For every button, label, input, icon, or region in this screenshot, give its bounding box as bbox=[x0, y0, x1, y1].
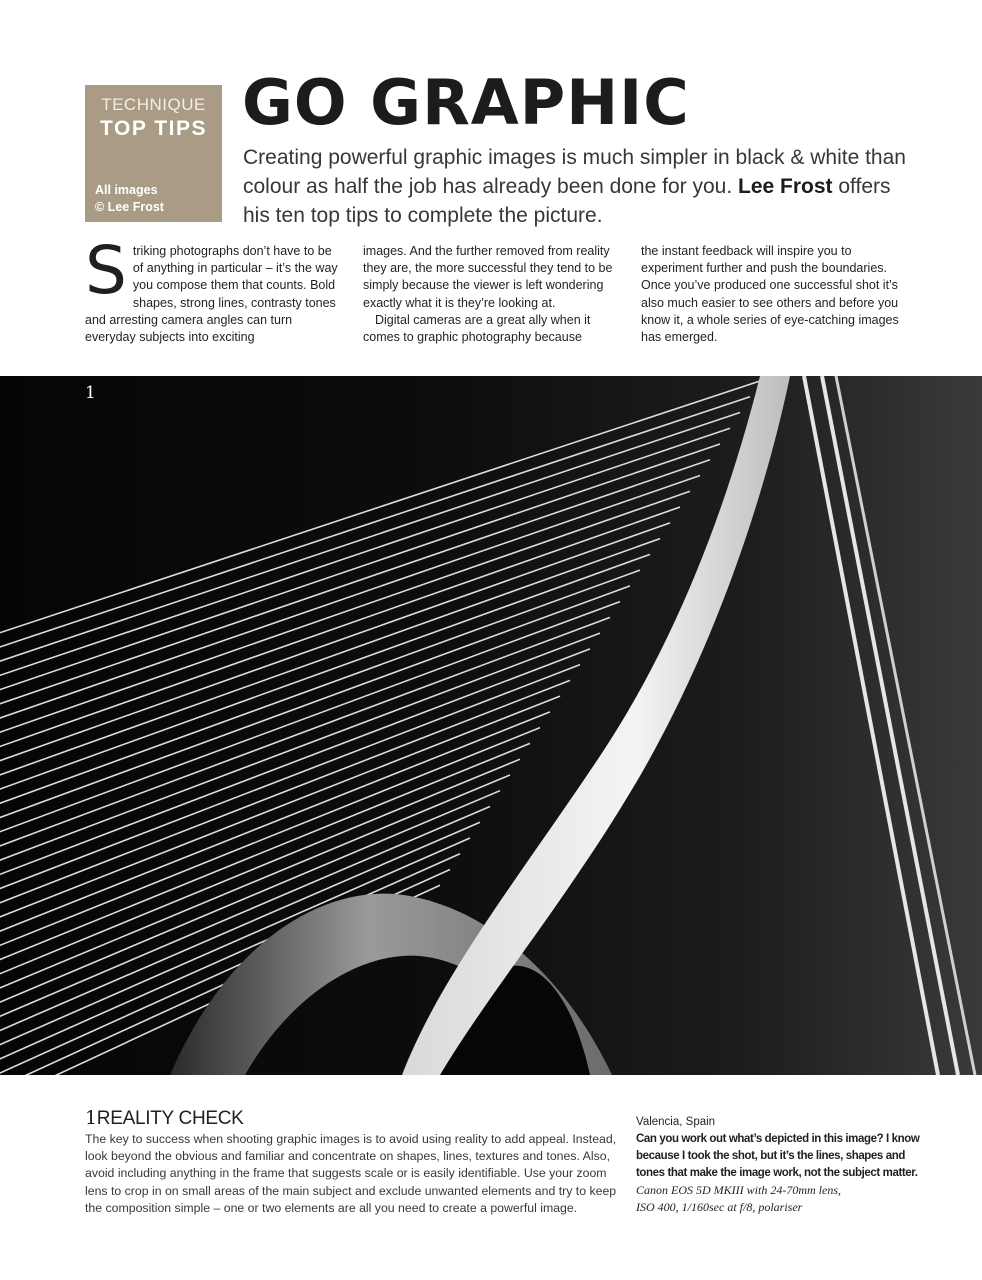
bridge-cable bbox=[0, 523, 670, 764]
page-title: GO GRAPHIC bbox=[242, 66, 690, 139]
section-number: 1 bbox=[85, 1107, 97, 1129]
caption-tech-line1: Canon EOS 5D MKIII with 24-70mm lens, bbox=[636, 1183, 841, 1197]
bridge-cable bbox=[0, 570, 640, 807]
standfirst-after: offers his ten top tips to complete the picture. bbox=[243, 175, 891, 227]
caption-text: Can you work out what’s depicted in this image? I know because I took the shot, but it’s the lines, shapes and tones that make the image work, not the subject matter. bbox=[636, 1133, 920, 1179]
photo-number: 1 bbox=[85, 383, 96, 403]
intro-column-3-text: the instant feedback will inspire you to experiment further and push the boundaries. Once you’ve produced one successful shot it’s also much easier to see others and before you know it, a whole series of eye-catching images has emerged. bbox=[641, 244, 899, 345]
intro-text bbox=[85, 232, 900, 346]
intro-column-1 bbox=[85, 232, 343, 346]
section-heading bbox=[85, 1107, 244, 1130]
standfirst bbox=[243, 143, 923, 230]
bridge-cable bbox=[0, 696, 560, 921]
bridge-photo-graphic bbox=[0, 376, 982, 1075]
bridge-photo bbox=[0, 376, 982, 1075]
tag-top-tips-label: TOP TIPS bbox=[100, 117, 207, 140]
intro-column-1-text: triking photographs don’t have to be of anything in particular – it’s the way you compose them that counts. Bold shapes, strong lines, contrasty tones and arresting camera angles can turn everyday subjects into exciting bbox=[85, 244, 338, 345]
bridge-cable bbox=[0, 397, 750, 650]
standfirst-before: Creating powerful graphic images is much simpler in black & white than colour as half the job has already been done for you. bbox=[243, 146, 906, 198]
intro-column-2-para-2: Digital cameras are a great ally when it comes to graphic photography because bbox=[363, 312, 591, 345]
intro-column-2-para-1: images. And the further removed from reality they are, the more successful they tend to be simply because the viewer is left wondering exactly what it is they’re looking at. bbox=[363, 244, 613, 310]
caption-tech-line2: ISO 400, 1/160sec at f/8, polariser bbox=[636, 1200, 803, 1214]
caption-location: Valencia, Spain bbox=[636, 1116, 716, 1128]
standfirst-author: Lee Frost bbox=[738, 175, 833, 198]
photo-caption bbox=[636, 1114, 936, 1216]
pylon-cable-1 bbox=[804, 376, 938, 1075]
bridge-cable bbox=[0, 680, 570, 906]
intro-column-3 bbox=[641, 243, 899, 346]
photo-credit bbox=[95, 182, 164, 216]
drop-cap: S bbox=[85, 232, 127, 309]
bridge-cable bbox=[0, 665, 580, 893]
section-title: REALITY CHECK bbox=[96, 1108, 244, 1129]
photo-credit-line2: © Lee Frost bbox=[95, 200, 164, 214]
technique-tag bbox=[85, 85, 222, 222]
pylon-cable-2 bbox=[822, 376, 958, 1075]
intro-column-2 bbox=[363, 243, 621, 346]
tag-technique-label: TECHNIQUE bbox=[101, 95, 206, 114]
pylon-cable-3 bbox=[836, 376, 975, 1075]
bridge-cable bbox=[0, 413, 740, 665]
photo-credit-line1: All images bbox=[95, 183, 158, 197]
bridge-cable bbox=[0, 554, 650, 792]
bridge-cable bbox=[0, 586, 630, 821]
bridge-cable bbox=[0, 381, 760, 636]
section-body: The key to success when shooting graphic images is to avoid using reality to add appeal. Instead, look beyond the obvious and familiar and concentrate on shapes, lines, textures and tones. Also, avoid including anything in the frame that suggests scale or is easily identifiable. Use your zoom lens to crop in on small areas of the main subject and exclude unwanted elements and try to keep the composition simple – one or two elements are all you need to create a powerful image. bbox=[85, 1132, 617, 1215]
bridge-cable bbox=[0, 539, 660, 779]
